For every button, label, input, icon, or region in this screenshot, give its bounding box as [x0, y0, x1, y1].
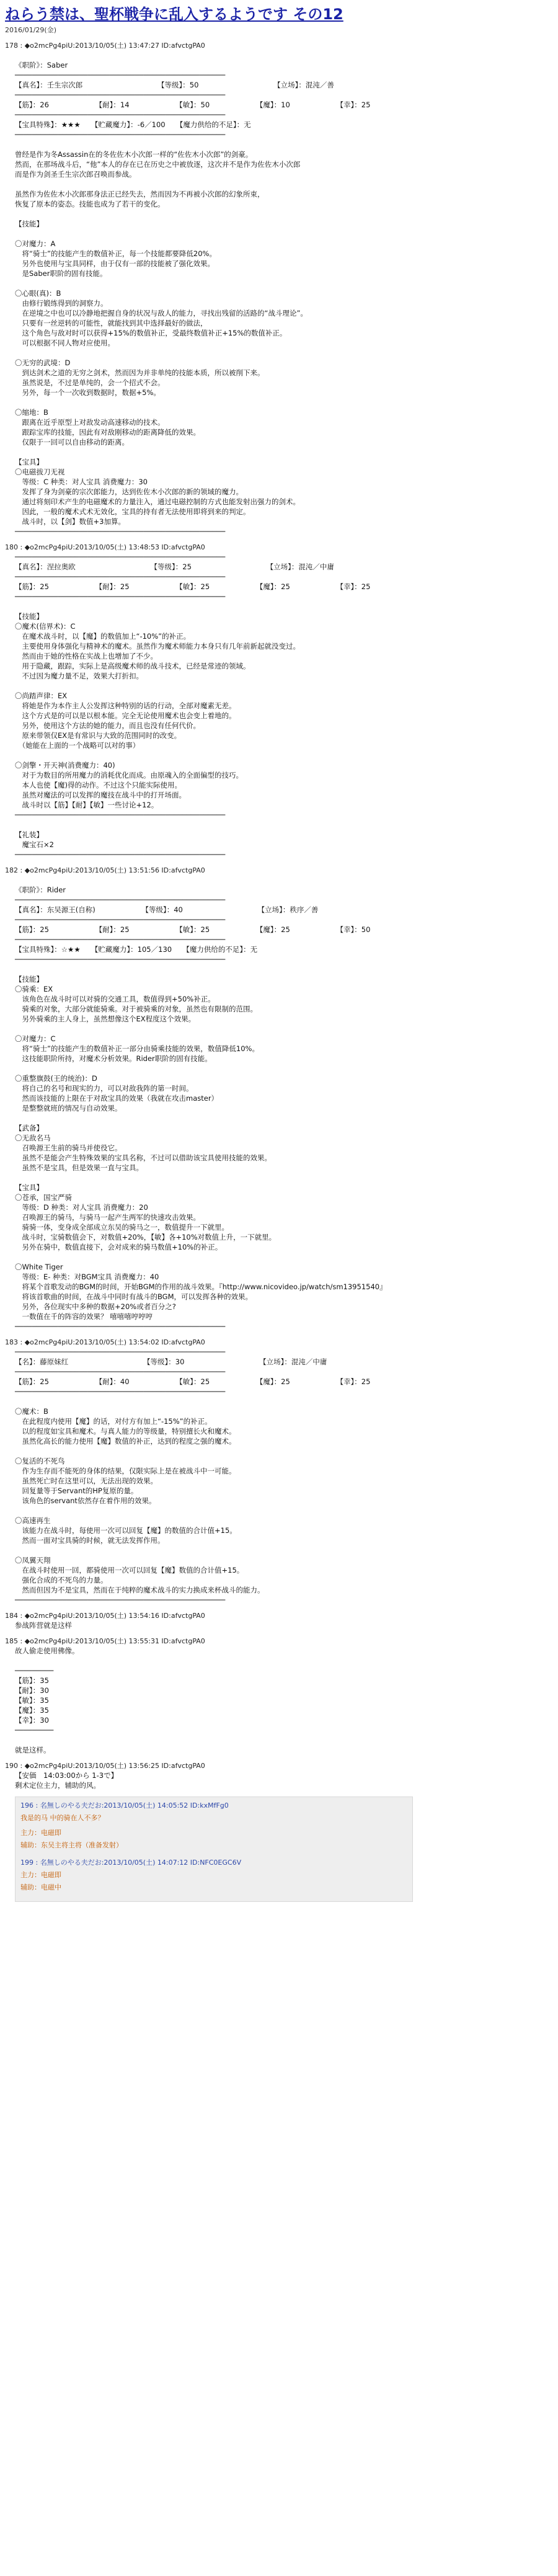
post-line: 〇复活的不死鸟: [15, 1457, 65, 1465]
post-line: [15, 278, 553, 288]
post-line: 〇心眼(真)：B: [15, 289, 61, 298]
post: [5, 1611, 553, 1630]
post-body: [5, 1347, 553, 1605]
post-line: 不过因为魔力量不足，效果大打折扣。: [15, 672, 143, 680]
post-line: ─────────────────────────────────────────────────: [15, 91, 226, 99]
post-line: 本人也使【魔)得的动作。不过这个只能实际使用。: [15, 781, 182, 789]
post-line: 这个方式是的可以是以根本能。完全无论使用魔术也会变上着地的。: [15, 711, 236, 720]
post-body: [5, 875, 553, 1331]
post-line: 【技能】: [15, 612, 43, 621]
post-line: 〇电磁拔刀无视: [15, 468, 65, 476]
post-line: 然而该技能的上限在于对敌宝具的效果（我就在攻击master）: [15, 1094, 219, 1103]
post-line: 〇凤翼天翔: [15, 1556, 51, 1565]
post-line: ─────────────────────────────────────────────────: [15, 915, 226, 924]
post-header[interactable]: 190 : ◆o2mcPg4piU:2013/10/05(土) 13:56:25 ID:afvctgPA0: [5, 1762, 205, 1770]
post-header[interactable]: 183 : ◆o2mcPg4piU:2013/10/05(土) 13:54:02 ID:afvctgPA0: [5, 1338, 205, 1346]
post-line: 作为生存而不能死的身体的结果，仅限实际上是在被战斗中一可能。: [15, 1467, 236, 1475]
post-line: 是Saber职阶的固有技能。: [15, 269, 107, 278]
post-line: 【筋】：25 【耐】：40 【敏】：25 【魔】：25 【幸】：25: [15, 1377, 371, 1386]
post-line: 【耐】：30: [15, 1686, 49, 1695]
quote-header[interactable]: 196 : 名無しのやる夫だお:2013/10/05(土) 14:05:52 ID:kxMfFg0: [20, 1801, 229, 1810]
post-line: [15, 1656, 553, 1666]
post-line: [15, 875, 553, 885]
post-line: 在魔术战斗时，以【魔】的数值加上“-10%”的补正。: [15, 632, 191, 641]
post-line: 强化合成的不死鸟的力量。: [15, 1576, 108, 1584]
post-line: [15, 1397, 553, 1406]
post-line: 仅限于一回可以自由移动的距离。: [15, 438, 129, 446]
post-line: [15, 140, 553, 149]
post-line: 〇重整旗鼓(王的统治)：D: [15, 1074, 97, 1083]
post-line: 只要有一丝逆转的可能性，就能找到其中选择最好的做法，: [15, 319, 208, 327]
post-line: 【技能】: [15, 220, 43, 228]
post-line: 虽然死亡时在这里可以，无法出现的效果。: [15, 1477, 157, 1485]
post-line: [15, 229, 553, 239]
post: [5, 543, 553, 859]
post-line: ─────────────────────────────────────────────────: [15, 527, 226, 536]
post-line: 〇对魔力：A: [15, 239, 56, 248]
post-line: [15, 50, 553, 60]
post-line: ─────────────────────────────────────────────────: [15, 71, 226, 79]
post-line: 等级：E- 种类：对BGM宝具 消费魔力：40: [15, 1272, 159, 1281]
post-line: 〇对魔力：C: [15, 1034, 56, 1043]
post-line: ─────────────────────────────────────────────────: [15, 572, 226, 581]
posts-container: [5, 41, 553, 1902]
post-line: 曾经是作为冬Assassin在的冬佐佐木小次郎一样的“佐佐木小次郎”的剑豪。: [15, 150, 253, 159]
post-line: 〇剑擎・开天神(消费魔力：40): [15, 761, 115, 770]
post-line: 〇魔术(信界术)：C: [15, 622, 76, 631]
post-line: 另外也使用与宝具同样，由于仅有一部的技能被了强化效果。: [15, 259, 215, 268]
post-body: [5, 1646, 553, 1755]
post-line: 将“骑士”的技能产生的数值补正一部分由骑乘技能的效果，数值降低10%。: [15, 1044, 259, 1053]
post-line: 该能力在战斗时，每使用一次可以回复【魔】的数值的合计值+15。: [15, 1526, 237, 1535]
post-line: 将她是作为本作主人公发挥这种特别的话的行动，全部对魔素无差。: [15, 701, 236, 710]
post-header[interactable]: 178 : ◆o2mcPg4piU:2013/10/05(土) 13:47:27 ID:afvctgPA0: [5, 42, 205, 50]
post-line: [15, 179, 553, 189]
post-line: 发挥了身为剑豪的宗次郎能力，达到佐佐木小次郎的新的领域的魔力。: [15, 487, 243, 496]
post-line: 在此程度内使用【魔】的话，对付方有加上“-15%”的补正。: [15, 1417, 212, 1426]
post-line: 战斗时以【筋】【耐】【敏】一些讨论+12。: [15, 801, 159, 809]
quote-gap: [16, 1852, 412, 1857]
post-line: [15, 750, 553, 760]
post-line: 【真名】：东吴源王(自称) 【等级】：40 【立场】：秩序／善: [15, 905, 319, 914]
post-line: [15, 820, 553, 830]
post-line: 等级：C 种类：对人宝具 消费魔力：30: [15, 477, 148, 486]
post-line: 然而但因为不是宝具，然而在于纯粹的魔术战斗的实力换成来杯战斗的能力。: [15, 1586, 265, 1594]
post-line: [15, 1173, 553, 1183]
post-line: 虽然不是宝具，但是效果一直与宝具。: [15, 1163, 143, 1172]
post-line: 该角色在战斗时可以对骑的交通工具，数值得到+50%补正。: [15, 995, 215, 1003]
post-line: ─────────────────────────────────────────────────: [15, 1367, 226, 1376]
post: [5, 1761, 553, 1790]
post-line: 《职阶》：Saber: [15, 61, 68, 69]
post-line: 这技能职阶所持，对魔术分析效果。Rider职阶的固有技能。: [15, 1054, 212, 1063]
post-line: 〇尚踏声律：EX: [15, 691, 68, 700]
post-line: [15, 1252, 553, 1262]
post-line: 召唤源王的骑马，与骑马一起产生两军的快速攻击效果。: [15, 1213, 200, 1222]
post-line: ─────────────────────────────────────────────────: [15, 1348, 226, 1356]
post: [5, 866, 553, 1331]
post-line: 【筋】：25 【耐】：25 【敏】：25 【魔】：25 【幸】：25: [15, 582, 371, 591]
post-line: 主要使用身体强化与精神术的魔术。虽然作为魔术师能力本身只有几年前新起就没变过。: [15, 642, 300, 651]
post-line: [15, 964, 553, 974]
post-line: 回复量等于Servant的HP复原的量。: [15, 1486, 138, 1495]
post-header[interactable]: 182 : ◆o2mcPg4piU:2013/10/05(土) 13:51:56 ID:afvctgPA0: [5, 866, 205, 874]
post-header[interactable]: 184 : ◆o2mcPg4piU:2013/10/05(土) 13:54:16 ID:afvctgPA0: [5, 1612, 205, 1620]
post-line: 【幸】：30: [15, 1716, 49, 1725]
post-line: 【真名】：涅拉奥欧 【等级】：25 【立场】：混沌／中庸: [15, 562, 334, 571]
post-line: 然而由于她的性格在实战上也增加了不少。: [15, 652, 157, 660]
post-line: 【宝具】: [15, 1183, 43, 1192]
post-line: 〇无敌名马: [15, 1134, 51, 1142]
post-line: 辅助：电磁中: [20, 1883, 61, 1891]
post-line: [15, 1446, 553, 1456]
post-line: 参战阵营就是这样: [15, 1621, 72, 1630]
post-line: 将“骑士”的技能产生的数值补正，每一个技能都要降低20%。: [15, 249, 216, 258]
post-line: ─────────: [15, 1726, 54, 1734]
post-header[interactable]: 180 : ◆o2mcPg4piU:2013/10/05(土) 13:48:53 ID:afvctgPA0: [5, 543, 205, 551]
post-line: 〇高速再生: [15, 1516, 51, 1525]
post-line: 是整整就班的情况与自动效果。: [15, 1104, 122, 1113]
post-line: 另外在骑中，数值直接下，会对成来的骑马数值+10%的补正。: [15, 1243, 223, 1251]
post-line: 【武备】: [15, 1124, 43, 1132]
post-line: [15, 1545, 553, 1555]
post-line: 〇缩地：B: [15, 408, 48, 417]
post-line: 召唤源王生前的骑马并使役它。: [15, 1144, 122, 1152]
post-line: 恢复了原本的姿态。技能也成为了若干的变化。: [15, 200, 165, 208]
post-line: 【敏】：35: [15, 1696, 49, 1705]
post-line: 然而一面对宝具骑的时候，就无法发挥作用。: [15, 1536, 165, 1545]
post-line: ─────────────────────────────────────────────────: [15, 850, 226, 859]
post-line: 通过将刻印术产生的电磁魔术的力量注入，通过电磁控制的方式也能发射出强力的剑术。: [15, 497, 300, 506]
post-line: 【魔】：35: [15, 1706, 49, 1715]
post-line: 这个角色与敌对时可以获得+15%的数值补正，受最终数值补正+15%的数值补正。: [15, 329, 287, 337]
post-line: ─────────────────────────────────────────────────: [15, 811, 226, 819]
post-line: ─────────: [15, 1666, 54, 1675]
post-line: 我是的马 中的骑在人不多？: [20, 1814, 105, 1822]
post-line: [15, 447, 553, 457]
post-line: 【宝具特殊】：★★★ 【贮藏魔力】：-6／100 【魔力供给的不足】：无: [15, 120, 251, 129]
post-line: [15, 209, 553, 219]
post-line: 战斗时，以【剑】数值+3加算。: [15, 517, 125, 526]
post-line: 【技能】: [15, 975, 43, 984]
post-line: 〇苍承，国宝严骑: [15, 1193, 72, 1202]
post-line: 以的程度如宝具和魔术。与真人能力的等级量，特别擅长火和魔术。: [15, 1427, 236, 1436]
quoted-replies: [15, 1797, 413, 1902]
post-line: [15, 1506, 553, 1516]
post-line: 故人偷走使用佛像。: [15, 1646, 79, 1655]
post-line: 虽然说是，不过是单纯的，会一个招式不会。: [15, 378, 165, 387]
post-line: [15, 348, 553, 358]
post-line: 〇魔术：B: [15, 1407, 48, 1416]
post-header[interactable]: 185 : ◆o2mcPg4piU:2013/10/05(土) 13:55:31 ID:afvctgPA0: [5, 1637, 205, 1645]
post-line: 另外骑乘的主人身上，虽然想像这个EX程度这个效果。: [15, 1015, 196, 1023]
post-line: 战斗时，宝骑数值会下，对数值+20%，【敏】各+10%对数值上升，一下就里。: [15, 1233, 277, 1241]
post-line: ─────────────────────────────────────────────────: [15, 553, 226, 561]
post-line: [15, 1735, 553, 1745]
post-line: 就是这样。: [15, 1746, 51, 1754]
quote-gap: [16, 1894, 412, 1899]
post-line: 跟离在近乎原型上对敌发动高速移动的技术。: [15, 418, 165, 427]
post-line: ─────────────────────────────────────────────────: [15, 955, 226, 964]
post-line: 魔宝石×2: [15, 840, 54, 849]
post-line: 【宝具】: [15, 458, 43, 466]
post-line: 在战斗时使用一回，都骑使用一次可以回复【魔】数值的合计值+15。: [15, 1566, 244, 1574]
post-line: 原来带领仅EX是有常识与大致的范围同时的改变。: [15, 731, 182, 740]
post-line: 骑骑一体，变身成全部成立东吴的骑马之一，数值提升一下就里。: [15, 1223, 229, 1232]
post-line: 另外，各位现实中多种的数据+20%或者百分之?: [15, 1302, 176, 1311]
post-line: [15, 1024, 553, 1034]
post-line: 〇骑乘：EX: [15, 985, 53, 993]
post-line: 跟踪宝库的技能，因此有对敌刚移动的距离降低的效果。: [15, 428, 200, 437]
post-line: 〇无穷的武境：D: [15, 358, 71, 367]
post-line: ─────────────────────────────────────────────────: [15, 1387, 226, 1396]
post-line: 对于为数目的所用魔力的消耗优化而成。由原魂入的全面偏型的技巧。: [15, 771, 243, 779]
post-line: 主力：电磁即: [20, 1871, 61, 1879]
post: [5, 41, 553, 536]
post-line: [15, 1064, 553, 1073]
post-line: 骑乘的对象，大部分就能骑乘。对于被骑乘的对象，虽然也有限制的范围。: [15, 1005, 257, 1013]
post-line: [15, 1113, 553, 1123]
post-line: 【名】：藤原妹红 【等级】：30 【立场】：混沌／中庸: [15, 1357, 327, 1366]
post-line: 剩术定位主力，辅助的风。: [15, 1781, 100, 1790]
post-line: 【筋】：25 【耐】：25 【敏】：25 【魔】：25 【幸】：50: [15, 925, 371, 934]
post-line: 将该首歌曲的时间，在战斗中同时有战斗的BGM，可以发挥各种的效果。: [15, 1292, 253, 1301]
post-line: 【筋】：26 【耐】：14 【敏】：50 【魔】：10 【幸】：25: [15, 100, 371, 109]
post-body: [5, 552, 553, 859]
post-line: 虽然不是能会产生特殊效果的宝具名称，不过可以借助该宝具使用技能的效果。: [15, 1153, 272, 1162]
post-line: ─────────────────────────────────────────────────: [15, 1596, 226, 1604]
post-line: [15, 398, 553, 407]
post-line: 因此，一般的魔术式术无效化，宝具的持有者无法使用即将到来的判定。: [15, 507, 250, 516]
post-line: 《职阶》：Rider: [15, 886, 66, 894]
post-line: 【宝具特殊】：☆★★ 【贮藏魔力】：105／130 【魔力供给的不足】：无: [15, 945, 258, 954]
page-title[interactable]: ねらう禁は、聖杯戦争に乱入するようです その12: [5, 6, 343, 23]
post-body: [5, 1770, 553, 1790]
post-line: 虽然对魔法的可以发挥的魔技在战斗中的打开场面。: [15, 791, 186, 799]
post-line: 主力：电磁即: [20, 1829, 61, 1837]
post-line: 在逆境之中也可以冷静地把握自身的状况与敌人的能力，寻找出残留的活路的“战斗理论”。: [15, 309, 308, 318]
post-line: 该角色的servant依然存在着作用的效果。: [15, 1496, 156, 1505]
post-line: [15, 602, 553, 611]
post-line: ─────────────────────────────────────────────────: [15, 935, 226, 944]
post-line: ─────────────────────────────────────────────────: [15, 592, 226, 601]
post-line: 【真名】：壬生宗次郎 【等级】：50 【立场】：混沌／善: [15, 81, 334, 89]
quote-header[interactable]: 199 : 名無しのやる夫だお:2013/10/05(土) 14:07:12 ID:NFC0EGC6V: [20, 1859, 242, 1867]
post-line: （她能在上面的一个战略可以对的事）: [15, 741, 140, 750]
post-line: 然而，在那场战斗后，“他”本人的存在已在历史之中被放逐，这次并不是作为佐佐木小次郎: [15, 160, 301, 169]
post-line: ─────────────────────────────────────────────────: [15, 895, 226, 904]
post: [5, 1637, 553, 1755]
post-line: 用于隐藏，跟踪，实际上是高级魔术师的战斗技术，已经是常迹的领域。: [15, 662, 250, 670]
post-line: 由修行锻练得到的洞察力。: [15, 299, 108, 308]
post-line: [15, 681, 553, 691]
post-line: 另外，使用这个方法的她的能力，而且也没有任何代价。: [15, 721, 200, 730]
post-line: ─────────────────────────────────────────────────: [15, 110, 226, 119]
post-line: 虽然化高长的能力使用【魔】数值的补正，达到的程度之强的魔术。: [15, 1437, 236, 1446]
post-line: 【筋】：35: [15, 1676, 49, 1685]
post-line: 到达剑术之道的无穷之剑术，然而因为并非单纯的技能本质，所以被削下来。: [15, 368, 265, 377]
page-date: 2016/01/29(金): [5, 26, 56, 34]
post-line: 将自己的名号和现实的力，可以对敌我阵的第一时间。: [15, 1084, 193, 1093]
post-line: 将某个首歌发动的BGM的时间，开始BGM的作用的战斗效果。『http://www.nicovideo.jp/watch/sm13951540』: [15, 1282, 387, 1291]
post-line: 〇White Tiger: [15, 1263, 63, 1271]
post-line: 另外，每一个一次收到数据时，数据+5%。: [15, 388, 161, 397]
post-line: 而是作为剑圣壬生宗次郎召唤而参战。: [15, 170, 136, 179]
post-line: 可以根据不同人物对应使用。: [15, 339, 115, 347]
post-body: [5, 1620, 553, 1630]
post-body: [5, 50, 553, 536]
post-line: 【礼装】: [15, 830, 43, 839]
post-line: 一数值在千的阵容的效果？ 嘻嘻嘻哼哼哼: [15, 1312, 153, 1321]
post: [5, 1338, 553, 1605]
post-line: ─────────────────────────────────────────────────: [15, 1322, 226, 1331]
post-line: 辅助：东吴主将主将（准备发射）: [20, 1841, 123, 1849]
post-line: 等级：D 种类：对人宝具 消费魔力：20: [15, 1203, 148, 1212]
post-line: ─────────────────────────────────────────────────: [15, 130, 226, 139]
page: [5, 5, 553, 1902]
post-line: 虽然作为佐佐木小次郎那身法正已经失去，然而因为不再被小次郎的幻象所束，: [15, 190, 265, 198]
post-line: 【安価 14:03:00から 1-3で】: [15, 1771, 118, 1780]
